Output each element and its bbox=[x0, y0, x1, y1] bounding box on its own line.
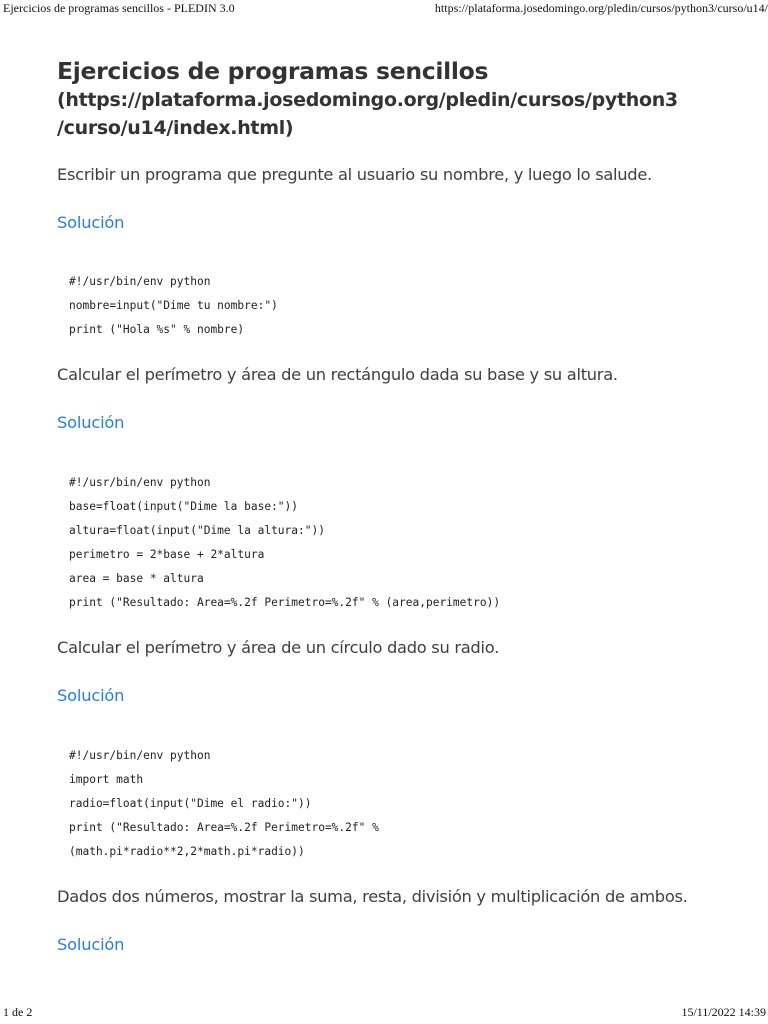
exercise-4 bbox=[57, 886, 747, 956]
print-header-title: Ejercicios de programas sencillos - PLEDIN 3.0 bbox=[3, 1, 235, 15]
exercise-1 bbox=[57, 164, 747, 342]
solution-link[interactable]: Solución bbox=[57, 686, 125, 705]
solution-link[interactable]: Solución bbox=[57, 413, 125, 432]
page-title-url-line-2: /curso/u14/index.html) bbox=[57, 117, 294, 139]
code-block bbox=[57, 471, 747, 615]
code-line: area = base * altura bbox=[69, 572, 204, 585]
code-line: #!/usr/bin/env python bbox=[69, 476, 211, 489]
page-number: 1 de 2 bbox=[3, 1005, 33, 1019]
code-line: print ("Hola %s" % nombre) bbox=[69, 323, 245, 336]
exercise-statement: Escribir un programa que pregunte al usuario su nombre, y luego lo salude. bbox=[57, 165, 652, 184]
code-block bbox=[57, 270, 747, 342]
solution-link[interactable]: Solución bbox=[57, 935, 125, 954]
print-timestamp: 15/11/2022 14:39 bbox=[681, 1005, 766, 1019]
exercise-3 bbox=[57, 637, 747, 864]
print-header-url: https://plataforma.josedomingo.org/pledin/cursos/python3/curso/u14/ bbox=[434, 1, 768, 15]
page-title-text: Ejercicios de programas sencillos bbox=[57, 57, 489, 85]
code-line: print ("Resultado: Area=%.2f Perimetro=%.2f" % bbox=[69, 821, 379, 834]
print-header bbox=[0, 0, 768, 18]
code-line: #!/usr/bin/env python bbox=[69, 275, 211, 288]
exercise-statement: Calcular el perímetro y área de un rectángulo dada su base y su altura. bbox=[57, 365, 618, 384]
page-content bbox=[57, 56, 747, 956]
code-line: nombre=input("Dime tu nombre:") bbox=[69, 299, 278, 312]
exercise-statement: Calcular el perímetro y área de un círculo dado su radio. bbox=[57, 638, 499, 657]
code-line: base=float(input("Dime la base:")) bbox=[69, 500, 299, 513]
code-line: radio=float(input("Dime el radio:")) bbox=[69, 797, 312, 810]
solution-link[interactable]: Solución bbox=[57, 213, 125, 232]
page-title-url-line-1: (https://plataforma.josedomingo.org/pledin/cursos/python3 bbox=[57, 89, 678, 111]
code-line: perimetro = 2*base + 2*altura bbox=[69, 548, 265, 561]
code-line: import math bbox=[69, 773, 144, 786]
print-footer bbox=[0, 1004, 768, 1024]
exercise-2 bbox=[57, 364, 747, 615]
exercise-statement: Dados dos números, mostrar la suma, resta, división y multiplicación de ambos. bbox=[57, 887, 688, 906]
code-block bbox=[57, 744, 747, 864]
code-line: (math.pi*radio**2,2*math.pi*radio)) bbox=[69, 845, 305, 858]
code-line: altura=float(input("Dime la altura:")) bbox=[69, 524, 325, 537]
code-line: #!/usr/bin/env python bbox=[69, 749, 211, 762]
page-title bbox=[57, 56, 747, 142]
code-line: print ("Resultado: Area=%.2f Perimetro=%.2f" % (area,perimetro)) bbox=[69, 596, 501, 609]
